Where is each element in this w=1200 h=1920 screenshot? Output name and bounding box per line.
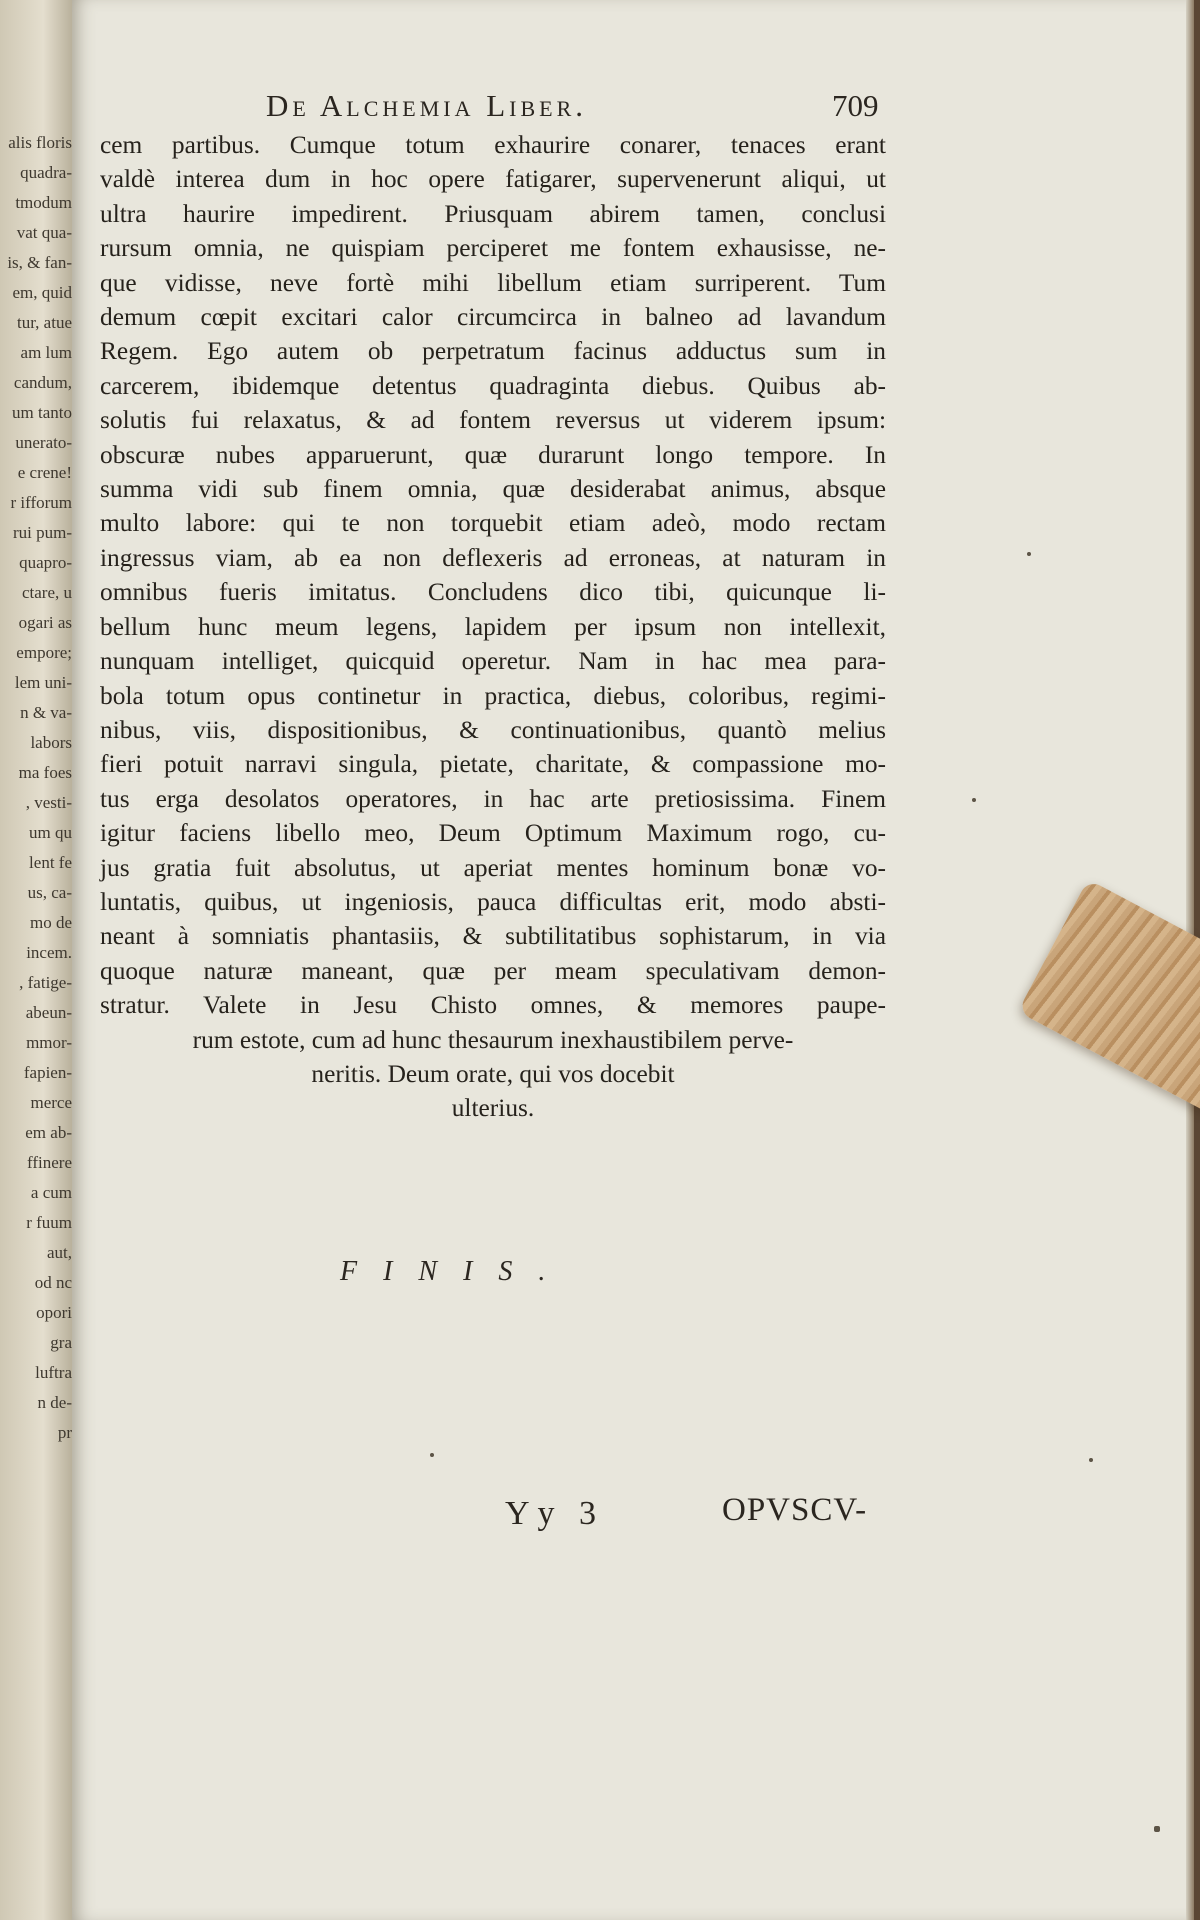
text-line: neant à somniatis phantasiis, & subtilitatibus sophistarum, in via	[100, 922, 886, 951]
text-line: solutis fui relaxatus, & ad fontem reversus ut viderem ipsum:	[100, 406, 886, 435]
facing-page-fragment: r fuum	[26, 1213, 72, 1232]
text-line: luntatis, quibus, ut ingeniosis, pauca difficultas erit, modo absti-	[100, 887, 886, 916]
facing-page-fragment: em ab-	[25, 1123, 72, 1142]
facing-page-fragment: ctare, u	[21, 583, 72, 602]
facing-page-fragment: n de-	[37, 1393, 72, 1412]
facing-page-fragment: r ifforum	[10, 493, 72, 512]
text-line: jus gratia fuit absolutus, ut aperiat mentes hominum bonæ vo-	[100, 853, 886, 882]
facing-page-fragment: rui pum-	[12, 523, 72, 542]
text-line: stratur. Valete in Jesu Chisto omnes, & memores paupe-	[100, 991, 886, 1020]
text-line: ingressus viam, ab ea non deflexeris ad erroneas, at naturam in	[100, 543, 886, 572]
facing-page-edge	[0, 0, 72, 1920]
facing-page-fragment: candum,	[13, 373, 72, 392]
facing-page-fragment: , vesti-	[25, 793, 72, 812]
facing-page-fragment: quadra-	[20, 163, 72, 182]
running-head	[192, 88, 912, 128]
facing-page-fragment: um qu	[29, 823, 72, 842]
facing-page-fragment: ffinere	[27, 1153, 72, 1172]
signature-mark: Yy 3	[505, 1495, 605, 1532]
facing-page-fragment: is, & fan-	[7, 253, 72, 272]
text-line: nibus, viis, dispositionibus, & continuationibus, quantò melius	[100, 715, 886, 744]
text-line: demum cœpit excitari calor circumcirca in balneo ad lavandum	[100, 303, 886, 332]
facing-page-fragment: abeun-	[25, 1003, 72, 1022]
text-line: igitur faciens libello meo, Deum Optimum Maximum rogo, cu-	[100, 819, 886, 848]
facing-page-fragment: mo de	[29, 913, 72, 932]
text-line: multo labore: qui te non torquebit etiam adeò, modo rectam	[100, 509, 886, 538]
finis-heading: FINIS.	[340, 1256, 572, 1287]
facing-page-fragment: am lum	[20, 343, 72, 362]
ink-speck	[1027, 552, 1031, 556]
facing-page-fragment: alis floris	[8, 133, 72, 152]
facing-page-fragment: od nc	[34, 1273, 72, 1292]
facing-page-text	[2, 128, 72, 1448]
text-line: ulterius.	[451, 1094, 535, 1123]
facing-page-fragment: empore;	[16, 643, 72, 662]
ink-speck	[972, 798, 976, 802]
text-line: neritis. Deum orate, qui vos docebit	[311, 1059, 675, 1088]
text-line: nunquam intelliget, quicquid operetur. Nam in hac mea para-	[100, 647, 886, 676]
facing-page-fragment: um tanto	[12, 403, 72, 422]
facing-page-fragment: labors	[30, 733, 72, 752]
text-line: fieri potuit narravi singula, pietate, charitate, & compassione mo-	[100, 750, 886, 779]
facing-page-fragment: quapro-	[19, 553, 72, 572]
facing-page-fragment: unerato-	[15, 433, 72, 452]
text-line: rum estote, cum ad hunc thesaurum inexhaustibilem perve-	[192, 1025, 794, 1054]
facing-page-fragment: tmodum	[15, 193, 72, 212]
facing-page-fragment: merce	[30, 1093, 72, 1112]
facing-page-fragment: tur, atue	[16, 313, 72, 332]
facing-page-fragment: opori	[36, 1303, 72, 1322]
facing-page-fragment: us, ca-	[27, 883, 72, 902]
facing-page-fragment: aut,	[46, 1243, 72, 1262]
text-line: tus erga desolatos operatores, in hac arte pretiosissima. Finem	[100, 784, 886, 813]
facing-page-fragment: mmor-	[26, 1033, 72, 1052]
ink-speck	[430, 1453, 434, 1457]
text-line: valdè interea dum in hoc opere fatigarer, supervenerunt aliqui, ut	[100, 165, 886, 194]
catchword: OPVSCV-	[722, 1492, 868, 1528]
facing-page-fragment: em, quid	[12, 283, 72, 302]
text-line: rursum omnia, ne quispiam perciperet me fontem exhausisse, ne-	[100, 234, 886, 263]
text-line: quoque naturæ maneant, quæ per meam speculativam demon-	[100, 956, 886, 985]
facing-page-fragment: ogari as	[18, 613, 72, 632]
facing-page-fragment: vat qua-	[16, 223, 72, 242]
running-title: De Alchemia Liber.	[266, 88, 588, 123]
text-line: que vidisse, neve fortè mihi libellum etiam surriperent. Tum	[100, 268, 886, 297]
text-line: bola totum opus continetur in practica, diebus, coloribus, regimi-	[100, 681, 886, 710]
page-number: 709	[832, 88, 879, 123]
ink-speck	[1154, 1826, 1160, 1832]
facing-page-fragment: ma foes	[18, 763, 72, 782]
facing-page-fragment: e crene!	[17, 463, 72, 482]
facing-page-fragment: incem.	[26, 943, 72, 962]
facing-page-fragment: lent fe	[29, 853, 72, 872]
text-line: omnibus fueris imitatus. Concludens dico tibi, quicunque li-	[100, 578, 886, 607]
facing-page-fragment: n & va-	[20, 703, 72, 722]
facing-page-fragment: a cum	[30, 1183, 72, 1202]
text-line: cem partibus. Cumque totum exhaurire conarer, tenaces erant	[100, 131, 886, 159]
facing-page-fragment: pr	[57, 1423, 72, 1442]
facing-page-fragment: lem uni-	[14, 673, 72, 692]
text-line: ultra haurire impedirent. Priusquam abirem tamen, conclusi	[100, 199, 886, 228]
text-line: carcerem, ibidemque detentus quadraginta diebus. Quibus ab-	[100, 371, 886, 400]
facing-page-fragment: gra	[50, 1333, 72, 1352]
text-line: obscuræ nubes apparuerunt, quæ durarunt longo tempore. In	[100, 440, 886, 469]
body-text	[100, 128, 886, 1126]
facing-page-fragment: fapien-	[23, 1063, 72, 1082]
text-line: Regem. Ego autem ob perpetratum facinus adductus sum in	[100, 337, 886, 366]
text-line: bellum hunc meum legens, lapidem per ipsum non intellexit,	[100, 612, 886, 641]
facing-page-fragment: luftra	[35, 1363, 72, 1382]
text-line: summa vidi sub finem omnia, quæ desiderabat animus, absque	[100, 475, 886, 504]
ink-speck	[1089, 1458, 1093, 1462]
facing-page-fragment: , fatige-	[19, 973, 72, 992]
